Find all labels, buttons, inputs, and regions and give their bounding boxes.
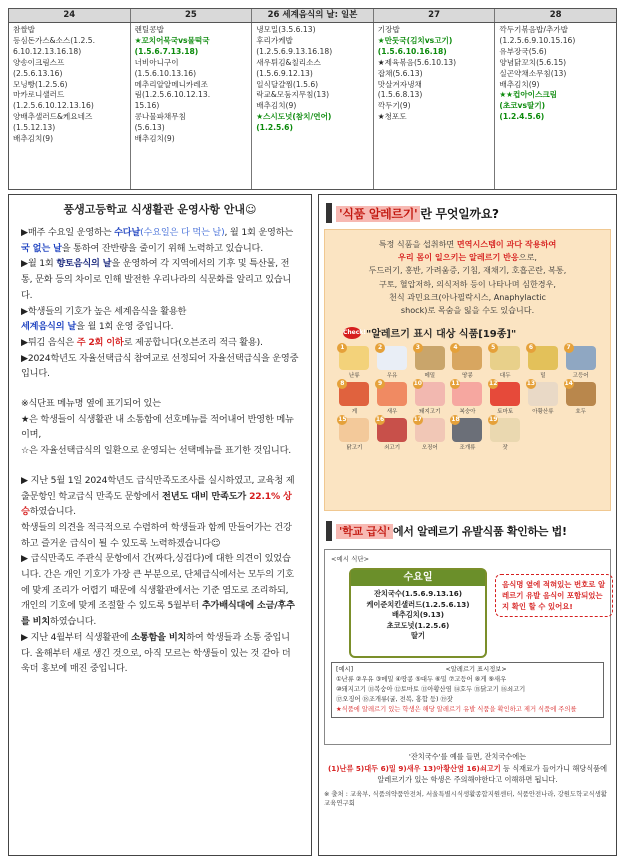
menu-dish xyxy=(499,47,612,58)
menu-dish xyxy=(135,134,248,145)
legend-head xyxy=(336,665,599,675)
food-illustration-icon xyxy=(415,382,445,406)
menu-day-column xyxy=(131,23,253,189)
allergen-numbers: (1.2.5. xyxy=(70,35,95,45)
tray-item: 초코도넛(1.2.5.6) xyxy=(386,620,450,630)
allergen-food-item xyxy=(526,346,561,379)
allergy-banner xyxy=(326,201,611,225)
text: 구토, 혈압저하, 의식저하 등이 나타나며 심한경우, xyxy=(379,278,556,289)
food-number: 5 xyxy=(488,343,498,353)
menu-header-row xyxy=(9,9,616,23)
menu-dish xyxy=(499,36,612,47)
allergen-food-item xyxy=(337,418,372,451)
tray-item: 배추김치(9.13) xyxy=(391,610,445,619)
menu-dish xyxy=(378,25,491,36)
food-illustration-icon xyxy=(377,346,407,370)
menu-dish xyxy=(378,36,491,47)
menu-dish xyxy=(378,112,491,123)
food-number: 12 xyxy=(489,380,498,388)
food-illustration-icon xyxy=(566,346,596,370)
food-number: 10 xyxy=(413,380,422,388)
text: 특정 식품을 섭취하면 xyxy=(378,239,457,249)
text: ▶ 지난 5월 1일 2024학년도 급식만족도조사를 실시하였고, 교육청 제출문항인 학교급식 만족도 문항에서 xyxy=(21,474,295,502)
food-label: 난류 xyxy=(349,373,360,380)
dish-name: 새우튀김&칠리소스 xyxy=(256,57,321,67)
text: 하였습니다. xyxy=(50,616,97,628)
text: (수요일은 다 먹는 날) xyxy=(140,227,225,238)
notice-feedback: 학생들의 의견을 적극적으로 수렴하여 학생들과 함께 만들어가는 건강하고 즐거운 급식이 될 수 있도록 노력하겠습니다☺ xyxy=(21,521,292,549)
menu-dish xyxy=(499,25,612,36)
food-illustration-icon xyxy=(339,418,369,442)
dish-name: ★★컵아이스크림 xyxy=(499,90,558,100)
allergen-numbers: (1.2.5.6) xyxy=(35,79,68,89)
weekly-menu-table xyxy=(8,8,617,190)
allergen-food-item xyxy=(488,346,523,379)
food-label: 우유 xyxy=(386,373,398,380)
menu-dish xyxy=(256,58,369,69)
text: 하였습니다. xyxy=(29,506,76,518)
dish-name: 냉모밀 xyxy=(256,25,279,34)
dish-name: 배추김치 xyxy=(499,79,529,89)
food-number: 9 xyxy=(375,379,385,389)
text: 천식 과민요크(아나필락시스, Anaphylactic xyxy=(389,291,546,302)
highlight-no-soup-day: 국 없는 날 xyxy=(21,242,62,254)
allergen-numbers: (13) xyxy=(313,90,330,100)
food-number: 15 xyxy=(338,416,347,424)
allergy-definition-text xyxy=(333,238,602,317)
food-label: 토마토 xyxy=(497,409,514,416)
menu-day-column xyxy=(495,23,616,189)
text: 전년도 대비 만족도가 xyxy=(162,490,250,502)
allergen-numbers: (1.5.6.8.13) xyxy=(377,90,423,100)
menu-dish xyxy=(135,123,248,134)
food-label: 잣 xyxy=(502,445,508,452)
food-label: 닭고기 xyxy=(346,445,363,452)
allergen-food-item xyxy=(450,418,485,451)
dish-name: 양배추샐러드&케요네즈 xyxy=(13,112,93,122)
food-number: 13 xyxy=(526,380,536,388)
menu-dish xyxy=(499,90,612,101)
food-number: 11 xyxy=(451,380,460,388)
food-illustration-icon xyxy=(339,382,369,406)
menu-day-header: 26 세계음식의 날: 일본 xyxy=(252,9,374,22)
food-label: 돼지고기 xyxy=(419,409,441,416)
dish-name: 일식달걀찜 xyxy=(256,79,293,89)
menu-dish xyxy=(135,90,248,101)
allergen-numbers: (1.5.6.7.13.18) xyxy=(134,46,199,56)
food-illustration-icon xyxy=(377,418,407,442)
legend-label: [예시] xyxy=(336,666,354,673)
notice-star-guide: ※식단표 메뉴명 옆에 표기되어 있는 xyxy=(21,398,161,410)
tray-item: 잔치국수(1.5.6.9.13.16) xyxy=(373,589,462,598)
food-label: 새우 xyxy=(386,409,398,416)
food-label: 고등어 xyxy=(572,373,589,380)
text: ▶튀김 음식은 xyxy=(21,336,77,348)
menu-dish xyxy=(378,101,491,112)
text: ▶월 1회 xyxy=(21,258,57,270)
food-number: 6 xyxy=(526,343,536,353)
allergen-numbers: (9) xyxy=(42,134,54,144)
menu-day-header: 27 xyxy=(374,9,496,22)
text: 을 통하여 잔반량을 줄이기 위해 노력하고 있습니다. xyxy=(61,242,263,254)
menu-dish xyxy=(13,134,126,145)
allergen-food-item xyxy=(563,346,598,379)
menu-dish xyxy=(135,25,248,36)
menu-body-row xyxy=(9,23,616,189)
allergen-food-item xyxy=(375,418,410,451)
banner-text: 에서 알레르기 유발식품 확인하는 법! xyxy=(392,525,567,538)
food-label: 아황산류 xyxy=(532,409,554,416)
notice-fried-food xyxy=(21,335,299,351)
allergen-numbers: (1.5.6) xyxy=(292,79,319,89)
food-number: 18 xyxy=(451,416,460,424)
food-illustration-icon xyxy=(415,346,445,370)
dish-name: 배추김치 xyxy=(256,101,286,111)
menu-dish xyxy=(499,101,612,112)
example-menu-box xyxy=(324,549,611,745)
menu-dish xyxy=(135,58,248,69)
menu-day-header: 24 xyxy=(9,9,131,22)
text: ▶매주 수요일 운영하는 xyxy=(21,227,115,238)
food-label: 대두 xyxy=(499,373,511,380)
check-badge: Check! xyxy=(343,327,361,339)
dish-name: 후리가케밥 xyxy=(256,35,293,45)
highlight-world-food-day: 세계음식의 날 xyxy=(21,321,77,333)
text: shock)로 목숨을 잃을 수도 있습니다. xyxy=(400,305,535,316)
highlight-suggestion-box: 소통함을 비치 xyxy=(131,631,187,643)
menu-dish xyxy=(13,101,126,112)
menu-dish xyxy=(256,36,369,47)
dish-name: 유부장국 xyxy=(499,46,529,56)
food-number: 3 xyxy=(413,343,423,353)
menu-dish xyxy=(378,47,491,58)
food-number: 4 xyxy=(450,343,460,353)
banner-text: 란 무엇일까요? xyxy=(420,206,499,221)
food-number: 16 xyxy=(375,416,385,424)
menu-dish xyxy=(378,58,491,69)
allergen-food-item xyxy=(563,382,598,415)
dish-name: 깍두기 xyxy=(377,101,400,111)
food-label: 밀 xyxy=(540,373,546,380)
allergen-numbers: 15.16) xyxy=(134,101,160,111)
allergen-numbers: (1.5.12.13) xyxy=(13,123,56,133)
allergen-numbers: (9) xyxy=(285,101,297,111)
allergen-food-item xyxy=(412,418,447,451)
dish-name: 등심돈가스&소스 xyxy=(13,35,71,45)
menu-day-column xyxy=(252,23,374,189)
allergen-numbers: (5.6.13) xyxy=(134,123,165,133)
notice-suggestion-box xyxy=(21,630,299,677)
text: 으로, xyxy=(518,252,537,263)
menu-dish xyxy=(256,25,369,36)
allergen-numbers: (5.6) xyxy=(528,46,547,56)
menu-dish xyxy=(13,47,126,58)
highlight-local-food-day: 향토음식의 날 xyxy=(56,258,112,270)
menu-dish xyxy=(13,25,126,36)
example-tray xyxy=(349,568,487,658)
food-label: 메밀 xyxy=(424,373,436,380)
dish-name: ★제육볶음 xyxy=(377,57,414,67)
text: 우리 몸이 일으키는 알레르기 반응 xyxy=(398,252,519,263)
dish-name: 메추리알알메니카레조 xyxy=(134,79,208,89)
menu-dish xyxy=(378,80,491,91)
menu-day-column xyxy=(9,23,131,189)
food-illustration-icon xyxy=(415,418,445,442)
dish-name: 림 xyxy=(134,90,142,100)
text: (1)난류 5)대두 6)밀 9)새우 13)아황산염 16)쇠고기 xyxy=(327,763,501,773)
dish-name: 배추김치 xyxy=(13,134,43,144)
text: 하여 학생들과 소통 중입니다. 올해부터 새로 생긴 것으로, 아직 모르는 학생들이 있는 것 같아 더욱더 홍보에 매진 중입니다. xyxy=(21,631,291,675)
dish-name: (초코vs딸기) xyxy=(499,101,546,111)
highlight-salt-pepper: 추가배식대에 소금/후추를 비치 xyxy=(21,600,295,628)
menu-dish xyxy=(499,58,612,69)
example-note: 음식명 옆에 적혀있는 번호로 알레르기 유발 음식이 포함되었는지 확인 할 수 있어요! xyxy=(495,574,613,617)
menu-dish xyxy=(13,58,126,69)
food-label: 호두 xyxy=(575,409,586,416)
food-illustration-icon xyxy=(566,382,596,406)
food-label: 땅콩 xyxy=(462,373,473,380)
allergen-numbers: (1.5.6.10.13.16) xyxy=(134,68,197,78)
dish-name: 렌틸콩밥 xyxy=(134,25,164,34)
menu-dish xyxy=(499,80,612,91)
legend-line: ①난류 ②우유 ③메밀 ④땅콩 ⑤대두 ⑥밀 ⑦고등어 ⑧게 ⑨새우 xyxy=(336,676,507,683)
notice-title: 풍생고등학교 식생활관 운영사항 안내☺ xyxy=(63,203,257,216)
highlight-sudanal: 수다날 xyxy=(114,227,141,238)
source-citation: ※ 출처 : 교육부, 식품의약품안전처, 서울특별시식생활종합지원센터, 식품안전나라, 강원도학교식생활교육연구회 xyxy=(324,789,607,807)
dish-name: 콩나물파채무침 xyxy=(134,112,186,122)
notice-world-food xyxy=(21,304,299,335)
dish-name: 너비아니구이 xyxy=(134,57,179,67)
dish-name: 맛살겨자냉채 xyxy=(377,79,422,89)
allergen-food-item xyxy=(337,346,372,379)
notice-empty-star: ☆은 자율선택급식의 일환으로 운영되는 선택메뉴를 표기한 것입니다. xyxy=(21,445,291,457)
menu-dish xyxy=(13,123,126,134)
menu-dish xyxy=(256,90,369,101)
menu-dish xyxy=(499,112,612,123)
allergen-numbers: (9) xyxy=(399,101,411,111)
food-illustration-icon xyxy=(528,346,558,370)
dish-name: 실곤약채소무침 xyxy=(499,68,551,78)
allergen-numbers: (1.2.5.6.10.12.13.16) xyxy=(13,101,94,111)
allergen-numbers: (5.6.10.13) xyxy=(413,57,457,67)
allergen-food-item xyxy=(412,346,447,379)
menu-dish xyxy=(135,47,248,58)
text: ▶ 지난 4월부터 식생활관에 xyxy=(21,631,132,643)
food-number: 1 xyxy=(337,343,347,353)
legend-line: ⑰오징어 ⑱조개류(굴, 전복, 홍합 등) ⑲잣 xyxy=(336,696,453,703)
menu-dish xyxy=(256,80,369,91)
text: ▶ 급식만족도 주관식 문항에서 간(짜다,싱겁다)에 대한 의견이 있었습니다. 간은 개인 기호가 가장 큰 부분으로, 단체급식에서는 모두의 기호에 맞게 조리가 어렵기 때문에 식생활관에서는 기준 염도로 조리하되, 개인의 기호에 맞게 조절할 수 있도록 5월부터 xyxy=(21,553,294,612)
allergen-numbers: (1.2.5.6.10.12.13. xyxy=(141,90,211,100)
tray-item: 딸기 xyxy=(411,631,425,640)
tray-item: 케이준치킨샐러드(1.2.5.6.13) xyxy=(366,599,470,609)
allergy-info-panel xyxy=(318,194,617,856)
menu-dish xyxy=(256,47,369,58)
banner-tag: '식품 알레르기' xyxy=(336,206,420,222)
allergen-numbers: (1.2.5.6.9.13.16.18) xyxy=(256,46,333,56)
food-number: 8 xyxy=(337,379,347,389)
menu-dish xyxy=(13,36,126,47)
food-illustration-icon xyxy=(452,418,482,442)
text: 두드러기, 홍반, 가려움증, 기침, 재채기, 호흡곤란, 복통, xyxy=(368,265,567,276)
allergen-numbers: (1.5.6.9.12.13) xyxy=(256,68,313,78)
menu-dish xyxy=(499,69,612,80)
dish-name: 양송이크림스프 xyxy=(13,57,65,67)
text: 로 제공합니다(오븐조리 적극 활용). xyxy=(123,336,263,348)
menu-dish xyxy=(135,69,248,80)
dish-name: ★스시도넛(참치/연어) xyxy=(256,112,332,122)
food-illustration-icon xyxy=(490,418,520,442)
allergen-numbers: (9) xyxy=(163,134,175,144)
allergen-food-item xyxy=(337,382,372,415)
text: 을 월 1회 운영 중입니다. xyxy=(76,321,174,333)
food-number: 14 xyxy=(564,380,573,388)
menu-dish xyxy=(378,90,491,101)
allergen-food-item xyxy=(375,382,410,415)
food-illustration-icon xyxy=(339,346,369,370)
menu-dish xyxy=(256,101,369,112)
menu-dish xyxy=(378,69,491,80)
menu-dish xyxy=(13,112,126,123)
allergen-numbers: (1.5.6.10.16.18) xyxy=(377,46,447,56)
banner-bar xyxy=(326,203,332,223)
food-illustration-icon xyxy=(377,382,407,406)
menu-dish xyxy=(13,90,126,101)
menu-dish xyxy=(13,69,126,80)
food-illustration-icon xyxy=(452,382,482,406)
legend-title: <알레르기 표시정보> xyxy=(445,666,507,673)
allergen-numbers: (1.2.4.5.6) xyxy=(499,112,545,122)
dish-name: 락교&모둠지무침 xyxy=(256,90,314,100)
tray-items xyxy=(351,586,485,642)
banner-bar xyxy=(326,521,332,541)
food-number: 2 xyxy=(375,343,385,353)
notice-sudanal xyxy=(21,225,299,256)
highlight-twice-week: 주 2회 이하 xyxy=(76,336,124,348)
text: ▶학생들의 기호가 높은 세계음식을 활용한 xyxy=(21,305,187,317)
dish-name: 기장밥 xyxy=(377,25,400,34)
notice-filled-star: ★은 학생들이 식생활관 내 소통함에 선호메뉴를 적어내어 반영한 메뉴이며, xyxy=(21,413,294,441)
allergen-numbers: (1.2.5.6.9.10.15.16) xyxy=(499,35,576,45)
food-illustration-icon xyxy=(490,346,520,370)
example-label: <예시 식단> xyxy=(331,555,370,563)
menu-dish xyxy=(135,36,248,47)
banner-title xyxy=(336,205,499,222)
food-number: 7 xyxy=(564,343,574,353)
banner-tag: '학교 급식' xyxy=(336,524,393,539)
menu-dish xyxy=(256,112,369,123)
dish-name: 잡채 xyxy=(377,68,393,78)
dish-name: 마카로니샐러드 xyxy=(13,90,65,100)
allergy-legend xyxy=(331,662,604,718)
legend-warning: ★식품에 알레르기 있는 학생은 해당 알레르기 유발 식품을 확인하고 제거 식품에 주의를 xyxy=(336,706,577,713)
dish-name: 참쌀밥 xyxy=(13,25,36,34)
dish-name: 모닝빵 xyxy=(13,79,36,89)
text: 면역시스템이 과다 작용하여 xyxy=(456,239,557,249)
notice-local-food xyxy=(21,256,299,303)
food-label: 쇠고기 xyxy=(384,445,401,452)
food-label: 복숭아 xyxy=(459,409,476,416)
allergen-food-grid xyxy=(333,346,602,451)
dish-name: ★꼬치어묵국vs물떡국 xyxy=(134,35,210,45)
menu-dish xyxy=(13,80,126,91)
text: 등 식재료가 들어가니 해당식품에 알레르기가 있는 학생은 주의해야한다고 이해하면 됩니다. xyxy=(377,763,608,784)
allergen-food-item xyxy=(375,346,410,379)
dish-name: 배추김치 xyxy=(134,134,164,144)
food-label: 게 xyxy=(351,409,358,416)
menu-dish xyxy=(135,101,248,112)
allergen-food-item xyxy=(488,418,523,451)
example-explanation xyxy=(324,751,611,786)
cafeteria-notice-panel xyxy=(8,194,312,856)
menu-dish xyxy=(135,80,248,91)
allergen-numbers: (5.6.15) xyxy=(536,57,567,67)
school-meal-banner xyxy=(326,519,611,543)
check-heading xyxy=(333,325,602,340)
allergen-numbers: (13) xyxy=(550,68,567,78)
food-label: 오징어 xyxy=(421,445,438,452)
allergen-food-item xyxy=(488,382,523,415)
dish-name: 깍두기볶음밥/추가밥 xyxy=(499,25,568,34)
text: 을 운영하여 각 지역에서의 기후 및 특산물, 전통, 문화 등의 차이로 인해 발전한 우리나라의 식문화를 알리고 있습니다. xyxy=(21,258,292,301)
text: '잔치국수'를 예를 들면, 잔치국수에는 xyxy=(408,752,527,761)
food-number: 17 xyxy=(413,416,422,424)
legend-line: ⑩돼지고기 ⑪복숭아 ⑫토마토 ⑬아황산염 ⑭호두 ⑮닭고기 ⑯쇠고기 xyxy=(336,686,526,693)
tray-day: 수요일 xyxy=(351,570,485,586)
allergen-food-item xyxy=(412,382,447,415)
allergen-food-item xyxy=(450,382,485,415)
allergen-numbers: 6.10.12.13.16.18) xyxy=(13,46,82,56)
food-label: 조개류 xyxy=(459,445,476,452)
food-illustration-icon xyxy=(452,346,482,370)
notice-satisfaction xyxy=(21,473,299,520)
notice-salt xyxy=(21,551,299,630)
menu-dish xyxy=(256,123,369,134)
allergy-definition-box xyxy=(324,229,611,511)
dish-name: ★청포도 xyxy=(377,112,407,122)
menu-day-header: 28 xyxy=(549,10,562,20)
menu-day-column xyxy=(374,23,496,189)
menu-dish xyxy=(256,69,369,80)
check-title: "알레르기 표시 대상 식품[19종]" xyxy=(366,329,517,341)
allergen-numbers: (3.5.6.13) xyxy=(278,25,316,34)
allergen-food-item xyxy=(526,382,561,415)
allergen-numbers: (9) xyxy=(528,79,540,89)
allergen-numbers: (1.2.5.6) xyxy=(256,123,293,133)
text: , 월 1회 운영하는 xyxy=(224,227,294,238)
allergen-numbers: (2.5.6.13.16) xyxy=(13,68,63,78)
food-illustration-icon xyxy=(490,382,520,406)
banner-title xyxy=(336,523,567,539)
menu-day-header: 25 xyxy=(131,9,253,22)
food-illustration-icon xyxy=(528,382,558,406)
notice-self-select: ▶2024학년도 자율선택급식 참여교로 선정되어 자율선택급식을 운영중입니다. xyxy=(21,352,299,380)
dish-name: 양념닭꼬치 xyxy=(499,57,537,67)
menu-dish xyxy=(135,112,248,123)
allergen-numbers: (5.6.13) xyxy=(392,68,423,78)
dish-name: ★만둣국(김치vs고기) xyxy=(377,35,453,45)
highlight-satisfaction-rise: 22.1% 상승 xyxy=(21,490,292,518)
food-number: 19 xyxy=(489,416,498,424)
allergen-food-item xyxy=(450,346,485,379)
